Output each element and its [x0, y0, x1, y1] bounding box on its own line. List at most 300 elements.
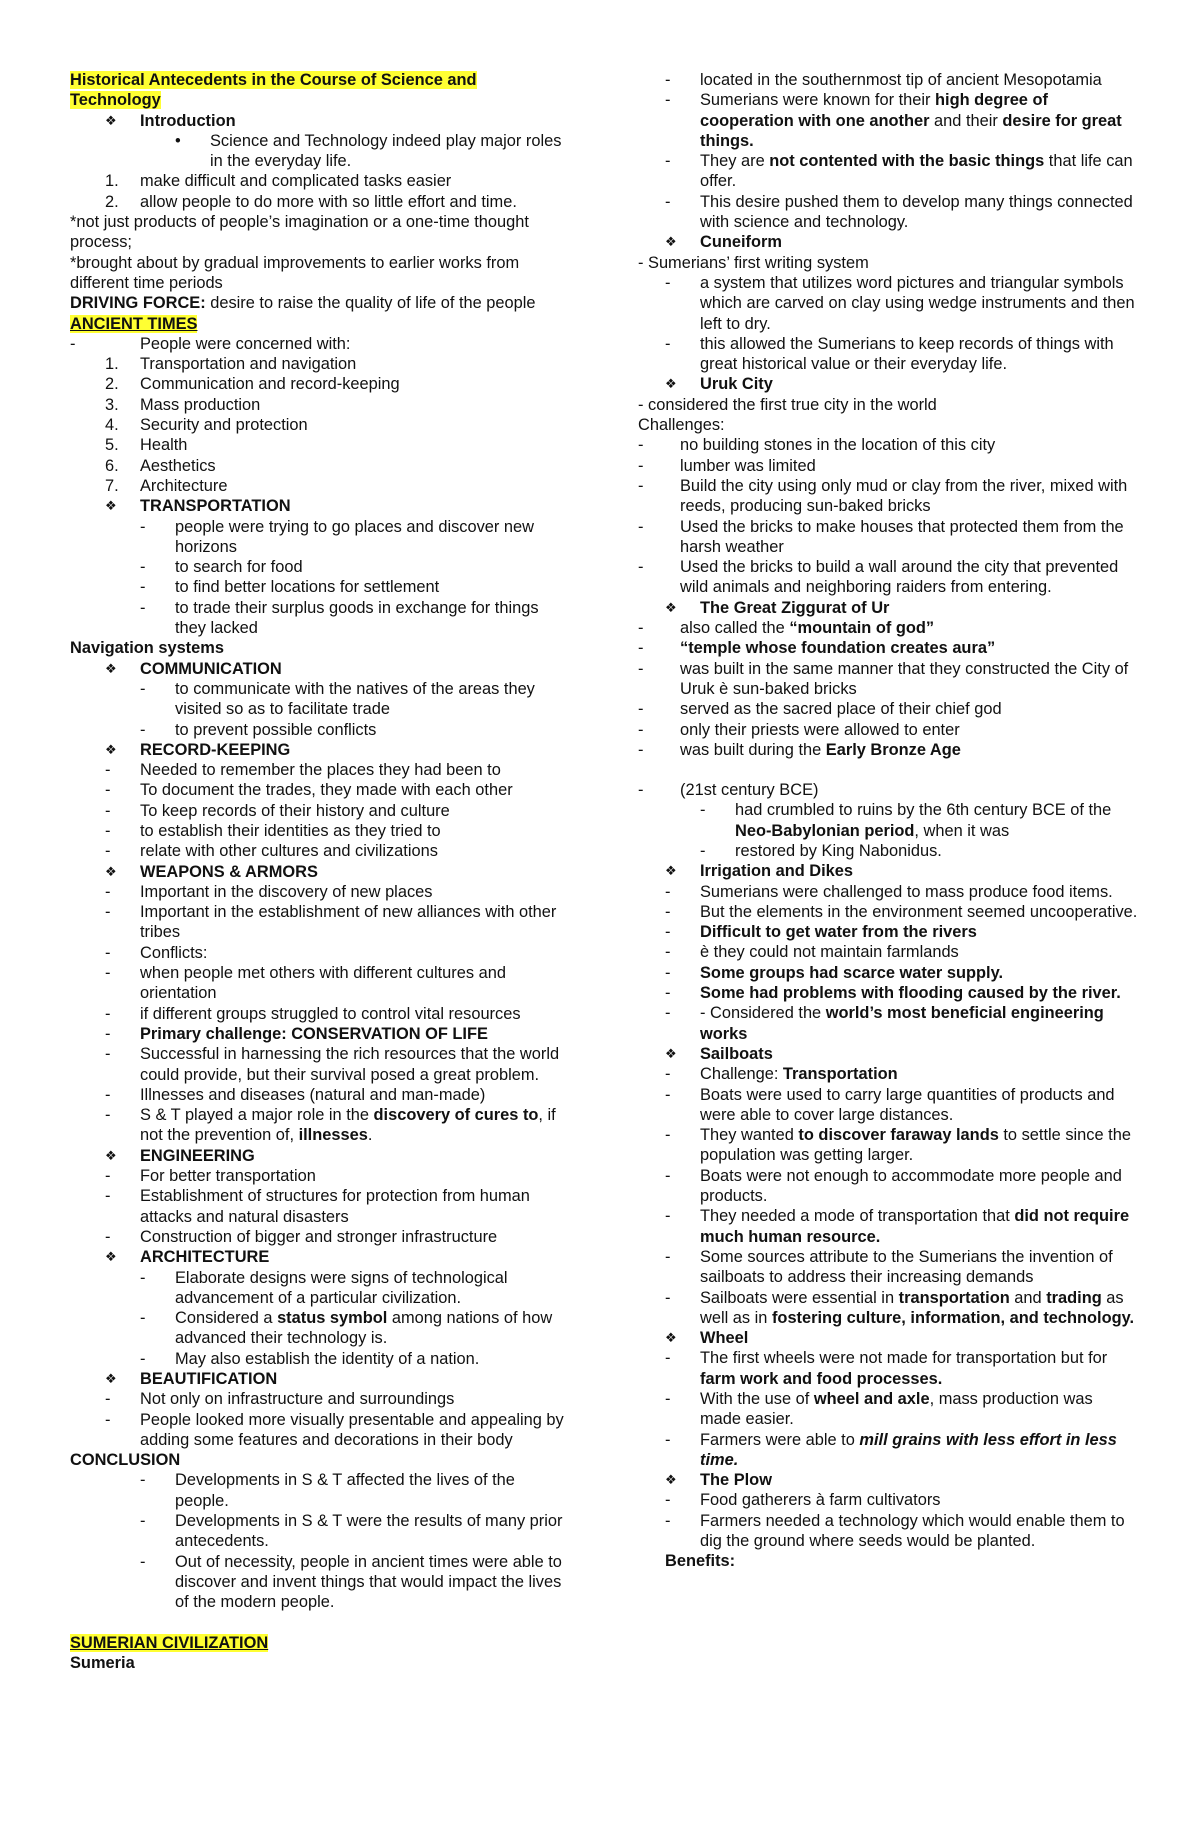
diamond-bullet-icon: ❖ — [105, 112, 117, 128]
text-run: trading — [1046, 1288, 1102, 1307]
right-line-text — [700, 1490, 1138, 1510]
list-marker: - — [638, 436, 644, 455]
text-run: With the use of — [700, 1390, 814, 1408]
text-run: For better transportation — [140, 1167, 316, 1186]
right-line — [638, 659, 1138, 700]
left-line — [70, 1410, 570, 1451]
right-line-text — [680, 740, 1138, 760]
list-marker: - — [140, 517, 146, 536]
right-line — [638, 1288, 1138, 1329]
left-line-text — [175, 1308, 570, 1349]
diamond-bullet-icon: ❖ — [665, 1330, 677, 1346]
left-line — [70, 1166, 570, 1186]
text-run: not contented with the basic things — [769, 152, 1045, 171]
left-line-text — [140, 841, 570, 861]
right-line — [638, 800, 1138, 841]
text-run: Illnesses and diseases (natural and man-made) — [140, 1085, 486, 1104]
list-marker: - — [638, 476, 644, 495]
list-marker: - — [140, 679, 146, 698]
text-run: Used the bricks to make houses that protected them from the harsh weather — [680, 517, 1124, 556]
list-marker: - — [665, 923, 671, 942]
left-line — [70, 354, 570, 374]
diamond-bullet-icon: ❖ — [665, 863, 677, 879]
list-marker: - — [700, 801, 706, 820]
diamond-bullet-icon: ❖ — [105, 498, 117, 514]
right-line — [638, 374, 1138, 394]
text-run: served as the sacred place of their chief god — [680, 700, 1002, 719]
text-run: this allowed the Sumerians to keep records of things with great historical value or their everyday life. — [700, 334, 1114, 374]
right-line — [638, 1430, 1138, 1471]
right-line-text — [700, 70, 1138, 90]
list-marker: - — [665, 1004, 671, 1023]
text-run: discovery of cures to — [373, 1106, 539, 1125]
right-line — [638, 253, 1138, 273]
left-line — [70, 1552, 570, 1613]
text-run: as well as in — [700, 1288, 1124, 1327]
right-line — [638, 1551, 1138, 1571]
right-line — [638, 415, 1138, 435]
left-line-text — [140, 1186, 570, 1227]
left-line — [70, 801, 570, 821]
left-line — [70, 192, 570, 212]
left-line — [70, 598, 570, 639]
right-line — [638, 1348, 1138, 1389]
text-run: Mass production — [140, 395, 261, 414]
text-run: , mass production was made easier. — [700, 1390, 1093, 1429]
list-marker: - — [665, 882, 671, 901]
text-run: - considered the first true city in the world — [638, 395, 937, 414]
text-run: Elaborate designs were signs of technological advancement of a particular civilization. — [175, 1268, 508, 1307]
text-run: Irrigation and Dikes — [700, 862, 854, 881]
right-line — [638, 598, 1138, 618]
right-line — [638, 90, 1138, 151]
right-line-text — [700, 1389, 1138, 1430]
left-line-text — [140, 780, 570, 800]
left-line-text — [175, 557, 570, 577]
text-run: restored by King Nabonidus. — [735, 841, 942, 860]
text-run: and — [1009, 1288, 1047, 1307]
text-run: Benefits: — [665, 1552, 736, 1571]
right-line — [638, 922, 1138, 942]
right-line-text — [680, 699, 1138, 719]
left-line — [70, 577, 570, 597]
right-line-text — [680, 517, 1138, 558]
right-line-text — [680, 659, 1138, 700]
text-run: Sumeria — [70, 1653, 135, 1672]
left-line-text — [140, 476, 570, 496]
text-run: To document the trades, they made with each other — [140, 781, 513, 800]
left-line — [70, 70, 570, 111]
left-line — [70, 212, 570, 253]
text-run: to communicate with the natives of the areas they visited so as to facilitate trade — [175, 679, 535, 719]
right-line — [638, 902, 1138, 922]
right-line-text — [700, 151, 1138, 192]
list-marker: - — [105, 964, 111, 983]
right-line-text — [638, 415, 1138, 435]
left-line — [70, 517, 570, 558]
list-marker: - — [105, 1045, 111, 1064]
left-line — [70, 1633, 570, 1653]
right-line — [638, 456, 1138, 476]
text-run: Aesthetics — [140, 456, 216, 475]
list-marker: - — [665, 71, 671, 89]
list-marker: - — [665, 192, 671, 211]
right-line-text — [700, 1085, 1138, 1126]
text-run: Used the bricks to build a wall around the city that prevented wild animals and neighboring raiders from entering. — [680, 558, 1119, 597]
text-run: è they could not maintain farmlands — [700, 943, 959, 962]
right-line — [638, 557, 1138, 598]
right-line-text — [700, 598, 1138, 618]
list-marker: - — [105, 1227, 111, 1246]
left-line-text — [140, 1085, 570, 1105]
text-run: Construction of bigger and stronger infrastructure — [140, 1227, 498, 1246]
right-line-text — [665, 1551, 1138, 1571]
text-run: (21st century BCE) — [680, 781, 819, 800]
text-run: high degree of cooperation with one another — [700, 91, 1048, 130]
list-marker: 1. — [105, 355, 119, 374]
diamond-bullet-icon: ❖ — [105, 863, 117, 879]
text-run: They are — [700, 152, 770, 171]
list-marker: - — [665, 1207, 671, 1226]
text-run: This desire pushed them to develop many things connected with science and technology. — [700, 192, 1133, 232]
list-marker: - — [700, 841, 706, 860]
text-run: But the elements in the environment seemed uncooperative. — [700, 902, 1138, 921]
text-run: status symbol — [277, 1309, 388, 1328]
text-run: Challenge: — [700, 1065, 783, 1084]
list-marker: - — [105, 801, 111, 820]
left-line — [70, 111, 570, 131]
right-line-text — [700, 1166, 1138, 1207]
right-line — [638, 861, 1138, 881]
right-line-text — [700, 1247, 1138, 1288]
text-run: had crumbled to ruins by the 6th century BCE of the — [735, 801, 1112, 820]
text-run: people were trying to go places and discover new horizons — [175, 517, 534, 556]
left-line — [70, 435, 570, 455]
text-run: Primary challenge: CONSERVATION OF LIFE — [140, 1024, 488, 1043]
text-run: Difficult to get water from the rivers — [700, 923, 977, 942]
list-marker: - — [140, 1268, 146, 1287]
right-line — [638, 476, 1138, 517]
right-line-text — [680, 476, 1138, 517]
text-run: Food gatherers à farm cultivators — [700, 1491, 941, 1510]
text-run: did not require much human resource. — [700, 1207, 1130, 1246]
left-line — [70, 720, 570, 740]
right-line — [638, 1044, 1138, 1064]
right-line — [638, 720, 1138, 740]
right-line-text — [700, 902, 1138, 922]
diamond-bullet-icon: ❖ — [105, 1147, 117, 1163]
left-line — [70, 374, 570, 394]
text-run: They wanted — [700, 1126, 799, 1145]
right-line-text — [700, 1044, 1138, 1064]
list-marker: - — [70, 334, 76, 353]
right-line-text — [700, 273, 1138, 334]
left-line — [70, 902, 570, 943]
text-run: desire for great things. — [700, 111, 1122, 150]
right-line — [638, 334, 1138, 375]
text-run: when people met others with different cultures and orientation — [140, 964, 506, 1003]
text-run: Challenges: — [638, 416, 725, 435]
right-line — [638, 517, 1138, 558]
left-line — [70, 1105, 570, 1146]
right-line — [638, 1389, 1138, 1430]
text-run: lumber was limited — [680, 456, 816, 475]
left-line-text — [70, 1450, 570, 1470]
text-run: illnesses — [298, 1126, 368, 1145]
text-run: also called the — [680, 619, 790, 638]
right-line — [638, 841, 1138, 861]
right-line-text — [680, 557, 1138, 598]
right-line-text — [700, 1206, 1138, 1247]
left-line — [70, 1450, 570, 1470]
diamond-bullet-icon: ❖ — [665, 599, 677, 615]
left-line-text — [140, 902, 570, 943]
left-line-text — [210, 131, 570, 172]
text-run: WEAPONS & ARMORS — [140, 862, 318, 881]
right-line-text — [700, 1288, 1138, 1329]
left-line-text — [175, 517, 570, 558]
left-line — [70, 1044, 570, 1085]
text-run: Introduction — [140, 111, 236, 130]
left-line-text — [175, 577, 570, 597]
list-marker: - — [140, 578, 146, 597]
text-run: ANCIENT TIMES — [70, 314, 198, 333]
list-marker: - — [140, 1349, 146, 1368]
right-line — [638, 395, 1138, 415]
list-marker: - — [105, 943, 111, 962]
left-line — [70, 496, 570, 516]
left-line-text — [140, 171, 570, 191]
list-marker: - — [140, 598, 146, 617]
text-run: wheel and axle — [813, 1390, 930, 1408]
text-run: Early Bronze Age — [825, 740, 961, 759]
text-run: Some had problems with flooding caused by the river. — [700, 984, 1121, 1003]
list-marker: - — [638, 659, 644, 678]
left-line-text — [140, 354, 570, 374]
right-line-text — [700, 861, 1138, 881]
right-line — [638, 1166, 1138, 1207]
right-line — [638, 882, 1138, 902]
right-line — [638, 192, 1138, 233]
right-line-text — [680, 720, 1138, 740]
right-line — [638, 1206, 1138, 1247]
text-run: Successful in harnessing the rich resources that the world could provide, but their survival posed a great problem. — [140, 1045, 560, 1084]
text-run: if different groups struggled to control vital resources — [140, 1004, 521, 1023]
right-line — [638, 760, 1138, 780]
left-line-text — [70, 293, 570, 313]
list-marker: - — [665, 91, 671, 110]
left-line — [70, 1470, 570, 1511]
list-marker: - — [638, 456, 644, 475]
left-line — [70, 659, 570, 679]
left-line-text — [175, 1511, 570, 1552]
text-run: BEAUTIFICATION — [140, 1370, 278, 1388]
diamond-bullet-icon: ❖ — [665, 234, 677, 250]
left-line-text — [140, 1247, 570, 1267]
left-line — [70, 314, 570, 334]
right-line-text — [700, 1511, 1138, 1552]
left-line-text — [140, 374, 570, 394]
text-run: - Considered the — [700, 1004, 826, 1023]
left-line-text — [175, 720, 570, 740]
right-line-text — [700, 374, 1138, 394]
right-column — [638, 70, 1138, 1572]
text-run: Sumerians were known for their — [700, 91, 936, 110]
right-line-text — [700, 334, 1138, 375]
right-line-text — [735, 841, 1138, 861]
text-run: Farmers were able to — [700, 1430, 860, 1449]
right-line — [638, 1511, 1138, 1552]
left-line — [70, 1085, 570, 1105]
right-line — [638, 963, 1138, 983]
text-run: Health — [140, 436, 188, 455]
text-run: fostering culture, information, and technology. — [771, 1308, 1135, 1327]
right-line — [638, 740, 1138, 760]
left-line — [70, 253, 570, 294]
left-line-text — [140, 1004, 570, 1024]
list-marker: - — [140, 1512, 146, 1531]
list-marker: - — [638, 639, 644, 658]
left-line-text — [70, 70, 570, 111]
text-run: DRIVING FORCE: — [70, 294, 206, 313]
text-run: TRANSPORTATION — [140, 497, 291, 516]
text-run: mill grains with less effort in less time. — [700, 1430, 1117, 1469]
text-run: Important in the establishment of new alliances with other tribes — [140, 903, 557, 942]
text-run: to search for food — [175, 558, 303, 577]
text-run: Needed to remember the places they had been to — [140, 761, 501, 780]
list-marker: - — [105, 1106, 111, 1125]
diamond-bullet-icon: ❖ — [665, 1472, 677, 1488]
list-marker: - — [105, 1085, 111, 1104]
left-line — [70, 638, 570, 658]
text-run: make difficult and complicated tasks easier — [140, 172, 452, 191]
left-line — [70, 415, 570, 435]
left-line-text — [140, 1146, 570, 1166]
text-run: among nations of how advanced their technology is. — [175, 1309, 553, 1348]
list-marker: - — [105, 903, 111, 922]
left-line-text — [140, 963, 570, 1004]
text-run: Boats were not enough to accommodate more people and products. — [700, 1166, 1122, 1206]
right-line — [638, 638, 1138, 658]
right-line — [638, 1064, 1138, 1084]
text-run: To keep records of their history and culture — [140, 801, 450, 820]
right-line-text — [680, 618, 1138, 638]
right-line-text — [680, 780, 1138, 800]
left-line — [70, 841, 570, 861]
text-run: Cuneiform — [700, 233, 782, 252]
left-line — [70, 1511, 570, 1552]
left-line-text — [140, 456, 570, 476]
left-line-text — [140, 1105, 570, 1146]
text-run: *brought about by gradual improvements to earlier works from different time periods — [70, 253, 520, 292]
list-marker: - — [665, 963, 671, 982]
left-line — [70, 395, 570, 415]
left-line-text — [140, 1410, 570, 1451]
left-line-text — [140, 760, 570, 780]
left-line — [70, 780, 570, 800]
right-line — [638, 1085, 1138, 1126]
list-marker: - — [140, 558, 146, 577]
left-line-text — [175, 1552, 570, 1613]
left-line-text — [175, 1470, 570, 1511]
text-run: Historical Antecedents in the Course of Science and Technology — [70, 71, 477, 110]
text-run: Science and Technology indeed play major roles in the everyday life. — [210, 131, 562, 171]
list-marker: - — [665, 1126, 671, 1145]
left-line — [70, 456, 570, 476]
right-line-text — [638, 395, 1138, 415]
text-run: Neo-Babylonian period — [735, 821, 915, 840]
right-line-text — [700, 1125, 1138, 1166]
text-run: Developments in S & T were the results of many prior antecedents. — [175, 1512, 563, 1551]
text-run: Out of necessity, people in ancient times were able to discover and invent things that would impact the lives of the modern people. — [175, 1552, 562, 1612]
left-line — [70, 131, 570, 172]
left-line — [70, 1268, 570, 1309]
list-marker: - — [665, 1065, 671, 1084]
list-marker: - — [105, 1024, 111, 1043]
left-line — [70, 1146, 570, 1166]
left-line — [70, 171, 570, 191]
left-line-text — [140, 821, 570, 841]
left-line — [70, 1227, 570, 1247]
right-line-text — [700, 1003, 1138, 1044]
left-line-text — [140, 111, 570, 131]
text-run: “temple whose foundation creates aura” — [680, 639, 996, 658]
list-marker: - — [665, 1166, 671, 1185]
diamond-bullet-icon: ❖ — [105, 741, 117, 757]
left-line — [70, 943, 570, 963]
left-line-text — [140, 1369, 570, 1389]
diamond-bullet-icon: ❖ — [665, 376, 677, 392]
list-marker: - — [638, 700, 644, 719]
list-marker: - — [638, 740, 644, 759]
left-line-text — [140, 1166, 570, 1186]
text-run: Not only on infrastructure and surroundings — [140, 1390, 455, 1409]
list-marker: - — [105, 781, 111, 800]
left-line-text — [140, 435, 570, 455]
list-marker: 6. — [105, 456, 119, 475]
text-run: world’s most beneficial engineering works — [700, 1004, 1104, 1043]
left-line — [70, 862, 570, 882]
list-marker: - — [665, 1247, 671, 1266]
text-run: and their — [929, 111, 1003, 130]
right-line-text — [700, 90, 1138, 151]
text-run: ARCHITECTURE — [140, 1248, 270, 1267]
right-line-text — [700, 882, 1138, 902]
left-line-text — [175, 598, 570, 639]
left-line — [70, 740, 570, 760]
right-line — [638, 151, 1138, 192]
list-marker: 7. — [105, 476, 119, 495]
right-line-text — [680, 638, 1138, 658]
left-line-text — [70, 253, 570, 294]
list-marker: - — [665, 902, 671, 921]
text-run: Some groups had scarce water supply. — [700, 963, 1004, 982]
left-line-text — [140, 801, 570, 821]
left-line — [70, 1024, 570, 1044]
text-run: SUMERIAN CIVILIZATION — [70, 1633, 269, 1652]
list-marker: - — [638, 558, 644, 577]
list-marker: - — [105, 1187, 111, 1206]
text-run: to establish their identities as they tried to — [140, 821, 441, 840]
left-line — [70, 821, 570, 841]
text-run: Sumerians were challenged to mass produce food items. — [700, 882, 1113, 901]
list-marker: - — [140, 720, 146, 739]
right-line — [638, 618, 1138, 638]
text-run: to trade their surplus goods in exchange for things they lacked — [175, 598, 539, 638]
left-line-text — [140, 659, 570, 679]
text-run: RECORD-KEEPING — [140, 740, 291, 759]
right-line — [638, 1470, 1138, 1490]
